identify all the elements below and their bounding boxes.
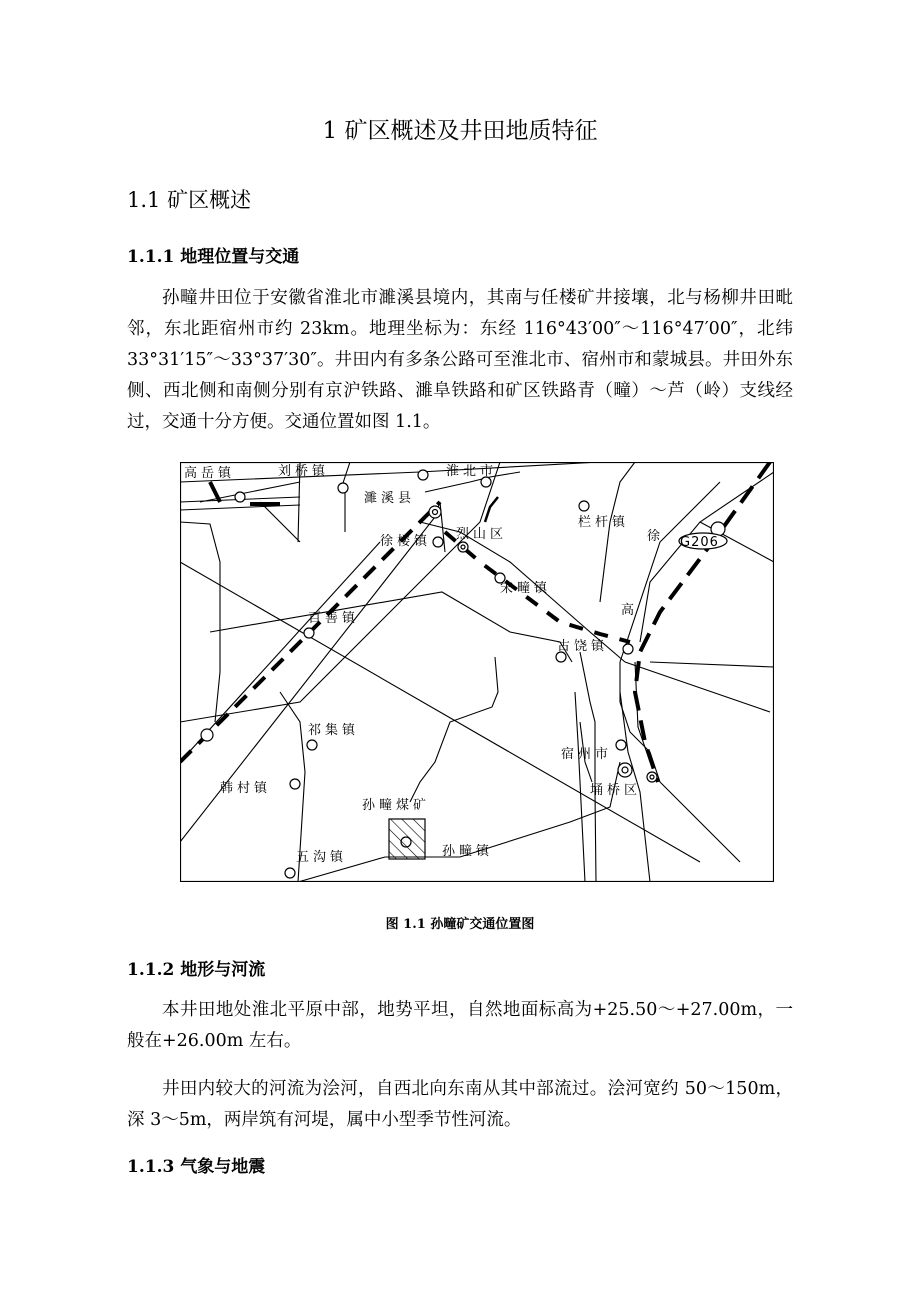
section-title: 1.1 矿区概述 [127,188,252,212]
label-huaibei: 淮北市 [446,464,498,479]
label-xulou: 徐楼镇 [380,534,432,549]
label-songtuan: 宋疃镇 [500,581,552,596]
label-suntuan: 孙疃镇 [442,844,494,859]
label-suixi: 濉溪县 [364,491,416,506]
figure-caption: 图 1.1 孙疃矿交通位置图 [385,917,535,932]
label-gao: 高 [621,603,639,618]
chapter-title: 1 矿区概述及井田地质特征 [322,118,598,144]
label-wugou: 五沟镇 [296,850,348,865]
label-qiji: 祁集镇 [308,723,360,738]
mine-field-symbol [389,819,425,859]
paragraph-terrain: 本井田地处淮北平原中部，地势平坦，自然地面标高为+25.50～+27.00m，一般在+26.00m 左右。 [127,1000,793,1051]
label-lanqian: 栏杆镇 [578,515,630,530]
subsection-title-location: 1.1.1 地理位置与交通 [127,247,300,267]
label-hancun: 韩村镇 [220,781,272,796]
paragraph-river: 井田内较大的河流为浍河，自西北向东南从其中部流过。浍河宽约 50～150m，深 3～5m，两岸筑有河堤，属中小型季节性河流。 [127,1079,793,1130]
label-lieshan: 烈山区 [456,527,508,542]
label-guyao: 古饶镇 [557,639,609,654]
traffic-location-map [180,462,774,882]
label-baishan: 百善镇 [308,611,360,626]
label-mine: 孙疃煤矿 [362,798,431,813]
subsection-title-terrain: 1.1.2 地形与河流 [127,960,266,980]
label-g206: G206 [680,535,719,550]
label-gaoyue: 高岳镇 [184,466,236,481]
label-yongqiao: 埇桥区 [590,783,642,798]
label-xu: 徐 [647,529,665,544]
label-liuqiao: 刘桥镇 [278,464,330,479]
paragraph-location: 孙疃井田位于安徽省淮北市濉溪县境内，其南与任楼矿井接壤，北与杨柳井田毗邻，东北距宿州市约 23km。地理坐标为：东经 116°43′00″～116°47′00″，北纬 33°31′15″～33°37′30″。井田内有多条公路可至淮北市、宿州市和蒙城县。井田外东侧、西北侧和南侧分别有京沪铁路、濉阜铁路和矿区铁路青（疃）～芦（岭）支线经过，交通十分方便。交通位置如图 1.1。 [127,288,793,432]
label-suzhou: 宿州市 [561,747,613,762]
subsection-title-climate: 1.1.3 气象与地震 [127,1157,266,1177]
